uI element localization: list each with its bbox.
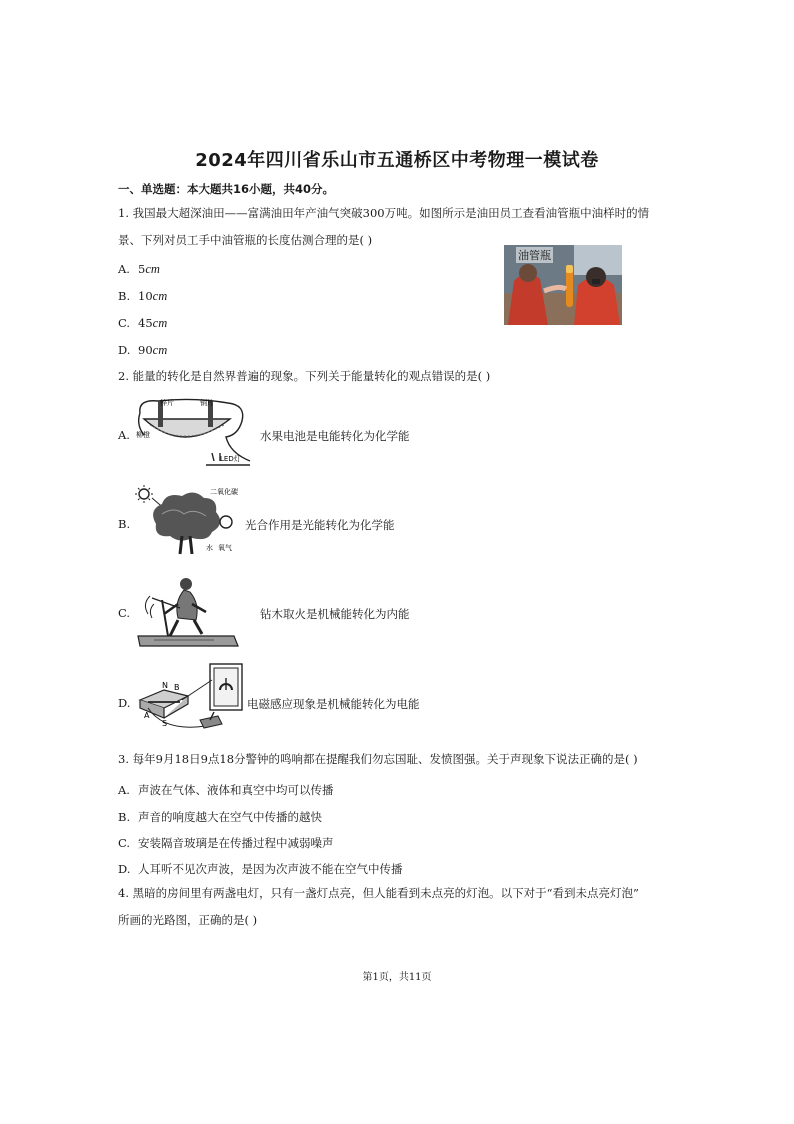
question-4-stem bbox=[118, 880, 698, 934]
question-3-option-d: D. 人耳听不见次声波，是因为次声波不能在空气中传播 bbox=[118, 862, 403, 876]
question-1-line2: 景、下列对员工手中油管瓶的长度估测合理的是( ) bbox=[118, 233, 373, 247]
fruit-battery-illustration bbox=[134, 395, 260, 469]
photosynthesis-tree-illustration bbox=[134, 484, 244, 556]
question-2-option-c-label: C. bbox=[118, 606, 131, 620]
south-pole-label: S bbox=[162, 719, 168, 728]
water-label: 水 bbox=[206, 544, 213, 552]
oil-bottle-photo-label: 油管瓶 bbox=[518, 249, 551, 262]
question-1-option-d: D. 90cm bbox=[118, 343, 168, 357]
question-2-option-c-text: 钻木取火是机械能转化为内能 bbox=[260, 607, 410, 621]
drilling-fire-illustration bbox=[134, 574, 246, 652]
question-2-option-b-text: 光合作用是光能转化为化学能 bbox=[245, 518, 395, 532]
question-2-stem: 2. 能量的转化是自然界普遍的现象。下列关于能量转化的观点错误的是( ) bbox=[118, 369, 491, 383]
question-2-option-d-label: D. bbox=[118, 696, 131, 710]
page-footer: 第1页，共11页 bbox=[362, 972, 432, 983]
zinc-plate-label: 锌片 bbox=[160, 399, 174, 407]
question-2-option-d-text: 电磁感应现象是机械能转化为电能 bbox=[247, 697, 420, 711]
orange-label: 柳橙 bbox=[136, 431, 150, 439]
question-1-option-b: B. 10cm bbox=[118, 289, 168, 303]
question-4-line1: 4. 黑暗的房间里有两盏电灯，只有一盏灯点亮，但人能看到未点亮的灯泡。以下对于“看到未点亮灯泡” bbox=[118, 886, 639, 900]
question-1-line1: 1. 我国最大超深油田——富满油田年产油气突破300万吨。如图所示是油田员工查看油管瓶中油样时的情 bbox=[118, 206, 650, 220]
question-3-option-a: A. 声波在气体、液体和真空中均可以传播 bbox=[118, 783, 334, 797]
question-1-option-a: A. 5cm bbox=[118, 262, 160, 276]
question-1-option-c: C. 45cm bbox=[118, 316, 168, 330]
question-3-option-b: B. 声音的响度越大在空气中传播的越快 bbox=[118, 810, 322, 824]
copper-plate-label: 铜片 bbox=[200, 399, 214, 407]
carbon-dioxide-label: 二氧化碳 bbox=[210, 488, 238, 496]
point-a-label: A bbox=[144, 711, 150, 720]
north-pole-label: N bbox=[162, 681, 168, 690]
question-4-line2: 所画的光路图，正确的是( ) bbox=[118, 913, 258, 927]
section-heading: 一、单选题：本大题共16小题，共40分。 bbox=[118, 182, 335, 196]
question-3-stem: 3. 每年9月18日9点18分警钟的鸣响都在提醒我们勿忘国耻、发愤图强。关于声现象下说法正确的是( ) bbox=[118, 752, 638, 766]
electromagnetic-induction-illustration bbox=[134, 660, 246, 738]
question-3-option-c: C. 安装隔音玻璃是在传播过程中减弱噪声 bbox=[118, 836, 334, 850]
question-2-option-a-text: 水果电池是电能转化为化学能 bbox=[260, 429, 410, 443]
page-title: 2024年四川省乐山市五通桥区中考物理一模试卷 bbox=[195, 150, 599, 171]
question-2-option-a-label: A. bbox=[118, 428, 130, 442]
point-b-label: B bbox=[174, 683, 180, 692]
oxygen-label: 氧气 bbox=[218, 544, 232, 552]
led-label: LED灯 bbox=[220, 455, 241, 463]
question-2-option-b-label: B. bbox=[118, 517, 131, 531]
